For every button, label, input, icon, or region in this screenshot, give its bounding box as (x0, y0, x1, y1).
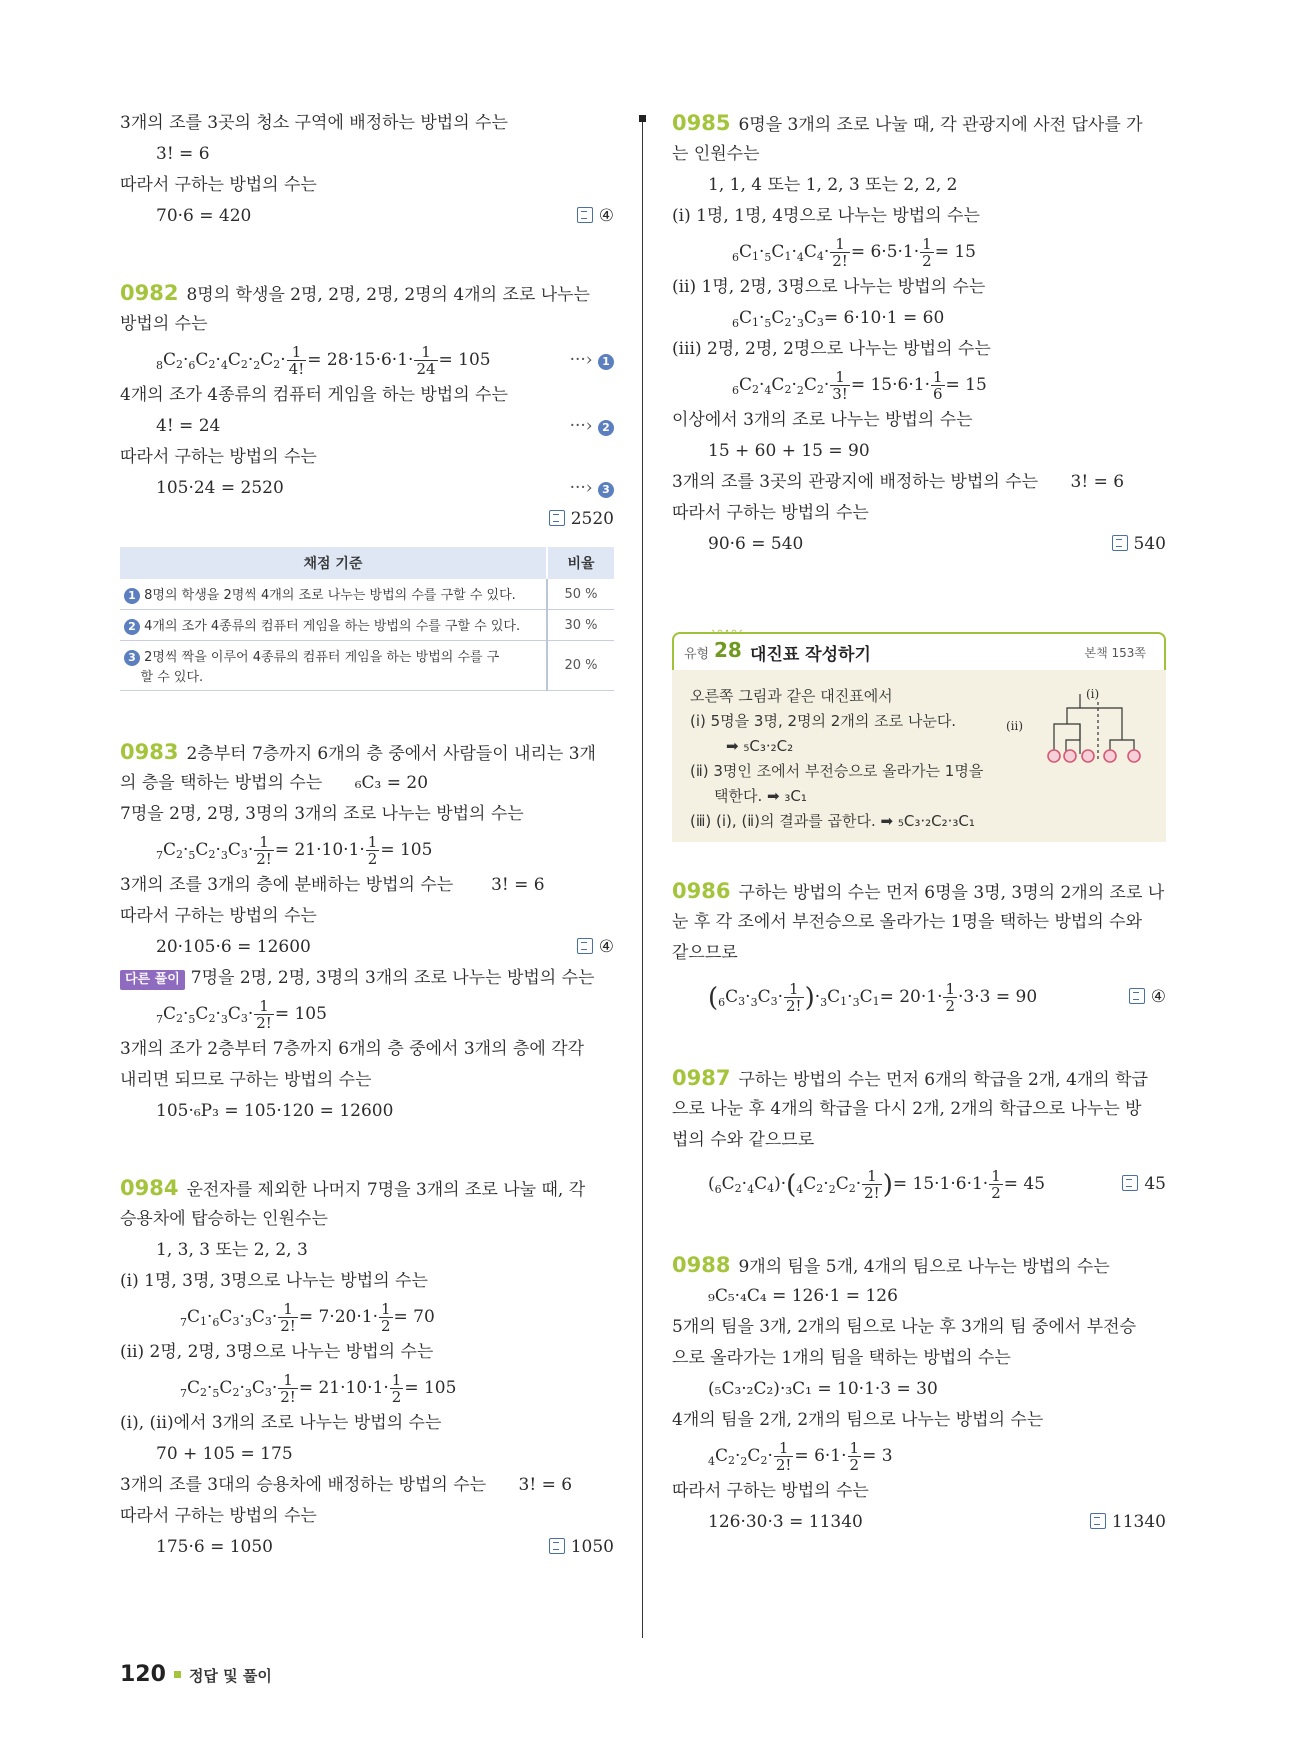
text-line: 구하는 방법의 수는 먼저 6개의 학급을 2개, 4개의 학급 (738, 1070, 1148, 1090)
problem-number: 0982 (120, 281, 179, 305)
answer-mark: 2520 (549, 504, 614, 535)
text-line: 따라서 구하는 방법의 수는 (120, 906, 317, 926)
math-line: $_7C_2\cdot_5C_2\cdot_3C_3\cdot$ $\frac{1}{2!}$ = 105 (156, 997, 327, 1032)
answer-mark: 11340 (1090, 1507, 1166, 1538)
text-line: 4개의 팀을 2개, 2개의 팀으로 나누는 방법의 수는 (672, 1410, 1044, 1430)
answer-mark: 45 (1122, 1164, 1166, 1204)
footer-bullet (174, 1671, 181, 1678)
math-line: (₅C₃·₂C₂)·₃C₁ = 10·1·3 = 30 (708, 1379, 938, 1399)
fraction: $\frac{1}{2}$ (922, 235, 932, 270)
math-line: $_6C_1\cdot_5C_2\cdot_3C_3= 6\cdot 10\cdot 1 = 60$ (732, 308, 945, 330)
text-line: (ⅱ) 1명, 2명, 3명으로 나누는 방법의 수는 (672, 277, 986, 297)
fraction: $\frac{1}{2}$ (849, 1439, 860, 1474)
step-marker-1: ···› 1 (570, 340, 614, 380)
type-reference: 본책 153쪽 (1084, 646, 1146, 660)
text-line: 으로 올라가는 1개의 팀을 택하는 방법의 수는 (672, 1348, 1011, 1368)
answer-mark: ④ (577, 932, 614, 963)
math-line: 1, 1, 4 또는 1, 2, 3 또는 2, 2, 2 (708, 175, 958, 195)
footer-title: 정답 및 풀이 (188, 1667, 272, 1685)
text-line: 는 인원수는 (672, 144, 760, 164)
text-line: 3개의 조를 3대의 승용차에 배정하는 방법의 수는 3! = 6 (120, 1475, 573, 1495)
text-line: (ⅰ) 1명, 1명, 4명으로 나누는 방법의 수는 (672, 206, 980, 226)
answer-icon (549, 1538, 565, 1554)
text-line: 운전자를 제외한 나머지 7명을 3개의 조로 나눌 때, 각 (186, 1180, 586, 1200)
fraction: $\frac{1}{3!}$ (832, 368, 848, 403)
scoring-table (120, 547, 614, 691)
text-line: 3개의 조를 3곳의 관광지에 배정하는 방법의 수는 3! = 6 (672, 472, 1125, 492)
text-line: 3개의 조가 2층부터 7층까지 6개의 층 중에서 3개의 층에 각각 (120, 1039, 584, 1059)
bracket-label-ii: (ⅱ) (1006, 719, 1024, 733)
math-line: 15 + 60 + 15 = 90 (708, 441, 870, 461)
answer-mark: ④ (1129, 977, 1166, 1017)
math-line: $_7C_2\cdot_5C_2\cdot_3C_3\cdot$ $\frac{1}{2!}$ = 21·10·1· $\frac{1}{2}$ = 105 (180, 1371, 457, 1406)
text-line: 택한다. ➡ ₃C₁ (714, 787, 807, 805)
math-line: 126·30·3 = 11340 11340 (672, 1507, 1166, 1538)
math-line: $_8C_2\cdot_6C_2\cdot_4C_2\cdot_2C_2\cdot$ $\frac{1}{4!}$ = 28·15·6·1· $\frac{1}{24}$ = 105 ···› 1 (120, 340, 614, 380)
text-line: 8명의 학생을 2명, 2명, 2명, 2명의 4개의 조로 나누는 (186, 285, 590, 305)
math-line: 1, 3, 3 또는 2, 2, 3 (156, 1240, 308, 1260)
text-line: 3개의 조를 3곳의 청소 구역에 배정하는 방법의 수는 (120, 113, 508, 133)
math-line: $_7C_1\cdot_6C_3\cdot_3C_3\cdot$ $\frac{1}{2!}$ = 7·20·1· $\frac{1}{2}$ = 70 (180, 1300, 435, 1335)
math-text: = 28·15·6·1· (307, 350, 414, 370)
answer-line (120, 504, 614, 535)
table-header: 채점 기준 (120, 547, 547, 579)
page-footer (120, 1662, 272, 1687)
fraction: $\frac{1}{2}$ (945, 980, 956, 1015)
fraction: $\frac{1}{2}$ (391, 1371, 402, 1406)
answer-icon (1090, 1513, 1106, 1529)
math-line: $_4C_2\cdot_2C_2\cdot$ $\frac{1}{2!}$ = 6·1· $\frac{1}{2}$ = 3 (708, 1439, 893, 1474)
type-28-box (672, 623, 1166, 842)
alt-solution-badge: 다른 풀이 (120, 970, 185, 990)
problem-number: 0988 (672, 1253, 731, 1277)
table-header: 비율 (547, 547, 614, 579)
text-line: 따라서 구하는 방법의 수는 (120, 175, 317, 195)
math-line: 105·₆P₃ = 105·120 = 12600 (156, 1101, 394, 1121)
problem-0983 (120, 737, 614, 1127)
problem-0986 (672, 876, 1166, 1017)
answer-mark: 1050 (549, 1532, 614, 1563)
answer-icon (549, 510, 565, 526)
column-divider (642, 118, 643, 1638)
text-line: (ⅱ) 3명인 조에서 부전승으로 올라가는 1명을 (690, 762, 984, 780)
text-line: ➡ ₅C₃·₂C₂ (726, 737, 794, 755)
text-line: 따라서 구하는 방법의 수는 (672, 1481, 869, 1501)
answer-icon (577, 938, 593, 954)
answer-icon (577, 207, 593, 223)
math-line: $_7C_2\cdot_5C_2\cdot_3C_3\cdot$ $\frac{1}{2!}$ = 21·10·1· $\frac{1}{2}$ = 105 (156, 833, 433, 868)
text-line: 7명을 2명, 2명, 3명의 3개의 조로 나누는 방법의 수는 (120, 804, 524, 824)
step-marker-2: ···› 2 (570, 411, 614, 442)
step-marker-3: ···› 3 (570, 473, 614, 504)
fraction: $\frac{1}{2}$ (991, 1167, 1001, 1202)
alt-solution-line: 다른 풀이 7명을 2명, 2명, 3명의 3개의 조로 나누는 방법의 수는 (120, 963, 614, 994)
text-line: 3개의 조를 3개의 층에 분배하는 방법의 수는 3! = 6 (120, 875, 545, 895)
math-line (120, 201, 614, 232)
text-line: 이상에서 3개의 조로 나누는 방법의 수는 (672, 410, 973, 430)
problem-number: 0987 (672, 1066, 731, 1090)
fraction: $\frac{1}{2}$ (367, 833, 378, 868)
problem-number: 0986 (672, 879, 731, 903)
text-line: 9개의 팀을 5개, 4개의 팀으로 나누는 방법의 수는 (738, 1257, 1110, 1277)
fraction: $\frac{1}{2!}$ (864, 1167, 880, 1202)
fraction: $\frac{1}{2}$ (380, 1300, 391, 1335)
text-line: 으로 나눈 후 4개의 학급을 다시 2개, 2개의 학급으로 나누는 방 (672, 1099, 1142, 1119)
problem-0988 (672, 1250, 1166, 1538)
answer-value: ④ (598, 206, 614, 226)
math-line: ($_6C_3\cdot_3C_3\cdot$ $\frac{1}{2!}$ )$\cdot_3C_1\cdot_3C_1= 20\cdot 1\cdot$ $\frac{1}{2}$ ·3·3 = 90 ④ (672, 977, 1166, 1017)
math-line: 3! = 6 (156, 144, 210, 164)
problem-number: 0984 (120, 1176, 179, 1200)
math-line: $_6C_1\cdot_5C_1\cdot_4C_4\cdot$ $\frac{1}{2!}$ = 6·5·1· $\frac{1}{2}$ = 15 (732, 235, 976, 270)
problem-0987 (672, 1063, 1166, 1204)
fraction: $\frac{1}{24}$ (416, 343, 436, 378)
problem-0985 (672, 108, 1166, 560)
fraction: $\frac{1}{2!}$ (786, 980, 802, 1015)
type-body (672, 670, 1166, 842)
table-row: 3 2명씩 짝을 이루어 4종류의 컴퓨터 게임을 하는 방법의 수를 구 할 수 있다. 20 % (120, 641, 614, 691)
fraction: $\frac{1}{4!}$ (288, 343, 305, 378)
text-line: (ⅰ) 1명, 3명, 3명으로 나누는 방법의 수는 (120, 1271, 428, 1291)
problem-0984 (120, 1173, 614, 1563)
divider-marker (639, 115, 646, 122)
text-line: 내리면 되므로 구하는 방법의 수는 (120, 1070, 372, 1090)
intro-section (120, 108, 614, 232)
answer-mark: 540 (1112, 529, 1166, 560)
text-line: 눈 후 각 조에서 부전승으로 올라가는 1명을 택하는 방법의 수와 (672, 912, 1142, 932)
text-line: 승용차에 탑승하는 인원수는 (120, 1209, 328, 1229)
text-line: (ⅰ) 5명을 3명, 2명의 2개의 조로 나눈다. (690, 712, 957, 730)
answer-icon (1129, 988, 1145, 1004)
type-label: 유형 (684, 647, 710, 662)
zigzag-decoration: 〰〰 (712, 623, 741, 642)
text-line: 의 층을 택하는 방법의 수는 ₆C₃ = 20 (120, 773, 429, 793)
math-line: 105·24 = 2520 ···› 3 (120, 473, 614, 504)
type-header (672, 632, 1166, 670)
math-line: 4! = 24 ···› 2 (120, 411, 614, 442)
fraction: $\frac{1}{2!}$ (832, 235, 848, 270)
table-row: 1 8명의 학생을 2명씩 4개의 조로 나누는 방법의 수를 구할 수 있다. 50 % (120, 579, 614, 610)
text-line: 2층부터 7층까지 6개의 층 중에서 사람들이 내리는 3개 (186, 744, 596, 764)
math-line: ₉C₅·₄C₄ = 126·1 = 126 (708, 1286, 898, 1306)
text-line: 따라서 구하는 방법의 수는 (120, 1506, 317, 1526)
text-line: 방법의 수는 (120, 314, 208, 334)
right-column (672, 108, 1166, 1538)
page-number: 120 (120, 1662, 166, 1687)
left-column (120, 108, 614, 1563)
text-line: 4개의 조가 4종류의 컴퓨터 게임을 하는 방법의 수는 (120, 385, 508, 405)
problem-number: 0985 (672, 111, 731, 135)
fraction: $\frac{1}{2!}$ (256, 997, 272, 1032)
text-line: (ⅰ), (ⅱ)에서 3개의 조로 나누는 방법의 수는 (120, 1413, 442, 1433)
type-title: 대진표 작성하기 (750, 645, 871, 665)
text-line: 오른쪽 그림과 같은 대진표에서 (690, 687, 893, 705)
math-text: = 105 (438, 350, 491, 370)
fraction: $\frac{1}{2!}$ (256, 833, 272, 868)
fraction: $\frac{1}{2!}$ (280, 1371, 296, 1406)
text-line: 따라서 구하는 방법의 수는 (120, 447, 317, 467)
problem-0982 (120, 278, 614, 691)
problem-number: 0983 (120, 740, 179, 764)
text-line: 구하는 방법의 수는 먼저 6명을 3명, 3명의 2개의 조로 나 (738, 883, 1165, 903)
bracket-label-i: (ⅰ) (1086, 687, 1100, 701)
tournament-bracket-diagram (1002, 684, 1152, 764)
text-line: 6명을 3개의 조로 나눌 때, 각 관광지에 사전 답사를 가 (738, 115, 1143, 135)
answer-icon (1112, 535, 1128, 551)
text-line: (ⅱ) 2명, 2명, 3명으로 나누는 방법의 수는 (120, 1342, 434, 1362)
text-line: 같으므로 (672, 943, 738, 963)
text-line: (ⅲ) (ⅰ), (ⅱ)의 결과를 곱한다. ➡ ₅C₃·₂C₂·₃C₁ (690, 812, 975, 830)
answer-icon (1122, 1175, 1138, 1191)
table-row: 2 4개의 조가 4종류의 컴퓨터 게임을 하는 방법의 수를 구할 수 있다. 30 % (120, 610, 614, 641)
text-line: 5개의 팀을 3개, 2개의 팀으로 나눈 후 3개의 팀 중에서 부전승 (672, 1317, 1136, 1337)
type-number: 28 (714, 638, 742, 662)
math-line: 90·6 = 540 540 (672, 529, 1166, 560)
fraction: $\frac{1}{6}$ (932, 368, 943, 403)
fraction: $\frac{1}{2!}$ (775, 1439, 792, 1474)
math-text: 70·6 = 420 (156, 206, 252, 226)
math-line: 70 + 105 = 175 (156, 1444, 293, 1464)
answer-mark (577, 201, 614, 232)
text-line: (ⅲ) 2명, 2명, 2명으로 나누는 방법의 수는 (672, 339, 991, 359)
text-line: 따라서 구하는 방법의 수는 (672, 503, 869, 523)
math-line: 20·105·6 = 12600 ④ (120, 932, 614, 963)
math-line: $_6C_2\cdot_4C_2\cdot_2C_2\cdot$ $\frac{1}{3!}$ = 15·6·1· $\frac{1}{6}$ = 15 (732, 368, 987, 403)
fraction: $\frac{1}{2!}$ (280, 1300, 296, 1335)
text-line: 법의 수와 같으므로 (672, 1130, 815, 1150)
math-line: 175·6 = 1050 1050 (120, 1532, 614, 1563)
math-line: $(_6C_2\cdot_4C_4)\cdot(_4C_2\cdot_2C_2\cdot$ $\frac{1}{2!}$ )= 15·1·6·1· $\frac{1}{2}$ = 45 45 (672, 1164, 1166, 1204)
